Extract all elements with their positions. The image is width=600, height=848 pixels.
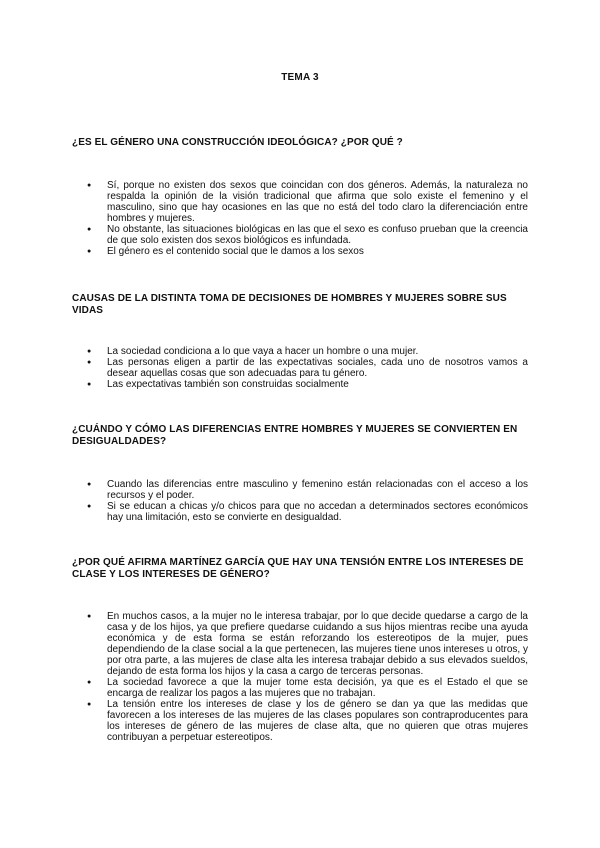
document-title: TEMA 3	[281, 72, 319, 83]
bullet-list	[72, 180, 528, 257]
bullet-list	[72, 611, 528, 743]
section-tension-intereses-list	[72, 611, 528, 743]
list-item: ● La sociedad favorece a que la mujer tome esta decisión, ya que es el Estado el que se encarga de realizar los pagos a las mujeres que no trabajan.	[72, 677, 528, 699]
list-item: ● En muchos casos, a la mujer no le interesa trabajar, por lo que decide quedarse a cargo de la casa y de los hijos, ya que prefiere quedarse cuidando a sus hijos mientras recibe una ayuda económica y de esta forma se están reforzando los estereotipos de la mujer, pues dependiendo de la clase social a la que pertenecen, las mujeres tiene unos intereses u otros, y por otra parte, a las mujeres de clase alta les interesa trabajar debido a sus elevados sueldos, dejando de esta forma los hijos y la casa a cargo de terceras personas.	[72, 611, 528, 677]
section-genero-construccion	[72, 137, 528, 149]
section-tension-intereses	[72, 557, 528, 580]
section-causas-decisiones-list	[72, 346, 528, 390]
section-diferencias-desigualdades-list	[72, 479, 528, 523]
list-item: ● La tensión entre los intereses de clase y los de género se dan ya que las medidas que favorecen a los intereses de las mujeres de las clases populares son contraproducentes para los intereses de género de las mujeres de clase alta, que no quieren que otras mujeres contribuyan a perpetuar estereotipos.	[72, 699, 528, 743]
bullet-list	[72, 479, 528, 523]
list-item: ● Cuando las diferencias entre masculino y femenino están relacionadas con el acceso a los recursos y el poder.	[72, 479, 528, 501]
list-item: ● Las personas eligen a partir de las expectativas sociales, cada uno de nosotros vamos a desear aquellas cosas que son adecuadas para tu género.	[72, 357, 528, 379]
bullet-list	[72, 346, 528, 390]
section-heading: ¿ES EL GÉNERO UNA CONSTRUCCIÓN IDEOLÓGICA? ¿POR QUÉ ?	[72, 137, 403, 148]
section-heading: ¿POR QUÉ AFIRMA MARTÍNEZ GARCÍA QUE HAY UNA TENSIÓN ENTRE LOS INTERESES DE CLASE Y LOS INTERESES DE GÉNERO?	[72, 557, 524, 580]
list-item: ● La sociedad condiciona a lo que vaya a hacer un hombre o una mujer.	[72, 346, 528, 357]
section-causas-decisiones	[72, 293, 528, 316]
section-heading: ¿CUÁNDO Y CÓMO LAS DIFERENCIAS ENTRE HOMBRES Y MUJERES SE CONVIERTEN EN DESIGUALDADES?	[72, 424, 518, 447]
section-genero-construccion-list	[72, 180, 528, 257]
list-item: ● Sí, porque no existen dos sexos que coincidan con dos géneros. Además, la naturaleza no respalda la opinión de la visión tradicional que afirma que solo existe el femenino y el masculino, sino que hay ocasiones en las que no está del todo claro la diferenciación entre hombres y mujeres.	[72, 180, 528, 224]
list-item: ● Las expectativas también son construidas socialmente	[72, 379, 528, 390]
list-item: ● El género es el contenido social que le damos a los sexos	[72, 246, 528, 257]
section-diferencias-desigualdades	[72, 424, 528, 447]
list-item: ● No obstante, las situaciones biológicas en las que el sexo es confuso prueban que la creencia de que solo existen dos sexos biológicos es infundada.	[72, 224, 528, 246]
section-heading: CAUSAS DE LA DISTINTA TOMA DE DECISIONES DE HOMBRES Y MUJERES SOBRE SUS VIDAS	[72, 293, 507, 316]
list-item: ● Si se educan a chicas y/o chicos para que no accedan a determinados sectores económicos hay una limitación, esto se convierte en desigualdad.	[72, 501, 528, 523]
